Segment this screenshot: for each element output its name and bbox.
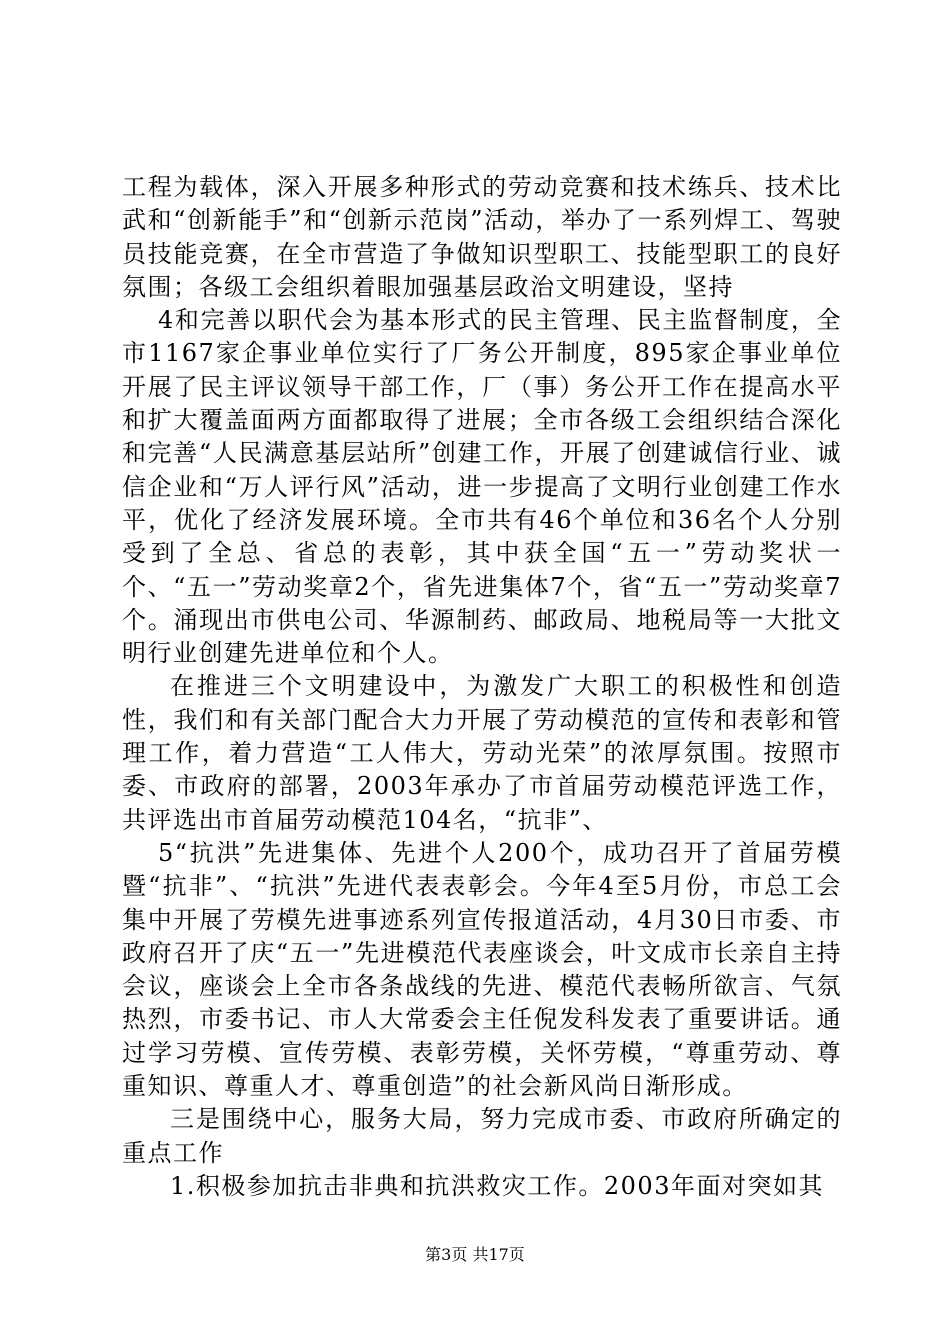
- paragraph-2: 4和完善以职代会为基本形式的民主管理、民主监督制度，全市1167家企事业单位实行了厂务公开制度，895家企事业单位开展了民主评议领导干部工作，厂（事）务公开工作在提高水平和扩大覆盖面两方面都取得了进展；全市各级工会组织结合深化和完善“人民满意基层站所”创建工作，开展了创建诚信行业、诚信企业和“万人评行风”活动，进一步提高了文明行业创建工作水平，优化了经济发展环境。全市共有46个单位和36名个人分别受到了全总、省总的表彰，其中获全国“五一”劳动奖状一个、“五一”劳动奖章2个，省先进集体7个，省“五一”劳动奖章7个。涌现出市供电公司、华源制药、邮政局、地税局等一大批文明行业创建先进单位和个人。: [122, 306, 842, 668]
- paragraph-1: 工程为载体，深入开展多种形式的劳动竞赛和技术练兵、技术比武和“创新能手”和“创新示范岗”活动，举办了一系列焊工、驾驶员技能竞赛，在全市营造了争做知识型职工、技能型职工的良好氛围；各级工会组织着眼加强基层政治文明建设，坚持: [122, 173, 842, 301]
- paragraph-5: 三是围绕中心，服务大局，努力完成市委、市政府所确定的重点工作: [122, 1105, 842, 1167]
- paragraph-4: 5“抗洪”先进集体、先进个人200个，成功召开了首届劳模暨“抗非”、“抗洪”先进代表表彰会。今年4至5月份，市总工会集中开展了劳模先进事迹系列宣传报道活动，4月30日市委、市政府召开了庆“五一”先进模范代表座谈会，叶文成市长亲自主持会议，座谈会上全市各条战线的先进、模范代表畅所欲言、气氛热烈，市委书记、市人大常委会主任倪发科发表了重要讲话。通过学习劳模、宣传劳模、表彰劳模，关怀劳模，“尊重劳动、尊重知识、尊重人才、尊重创造”的社会新风尚日渐形成。: [122, 838, 842, 1101]
- paragraph-6: 1.积极参加抗击非典和抗洪救灾工作。2003年面对突如其: [170, 1171, 824, 1200]
- document-body: [122, 171, 842, 1203]
- page-footer: 第3页 共17页: [425, 1245, 525, 1264]
- paragraph-3: 在推进三个文明建设中，为激发广大职工的积极性和创造性，我们和有关部门配合大力开展了劳动模范的宣传和表彰和管理工作，着力营造“工人伟大，劳动光荣”的浓厚氛围。按照市委、市政府的部署，2003年承办了市首届劳动模范评选工作，共评选出市首届劳动模范104名，“抗非”、: [122, 672, 842, 834]
